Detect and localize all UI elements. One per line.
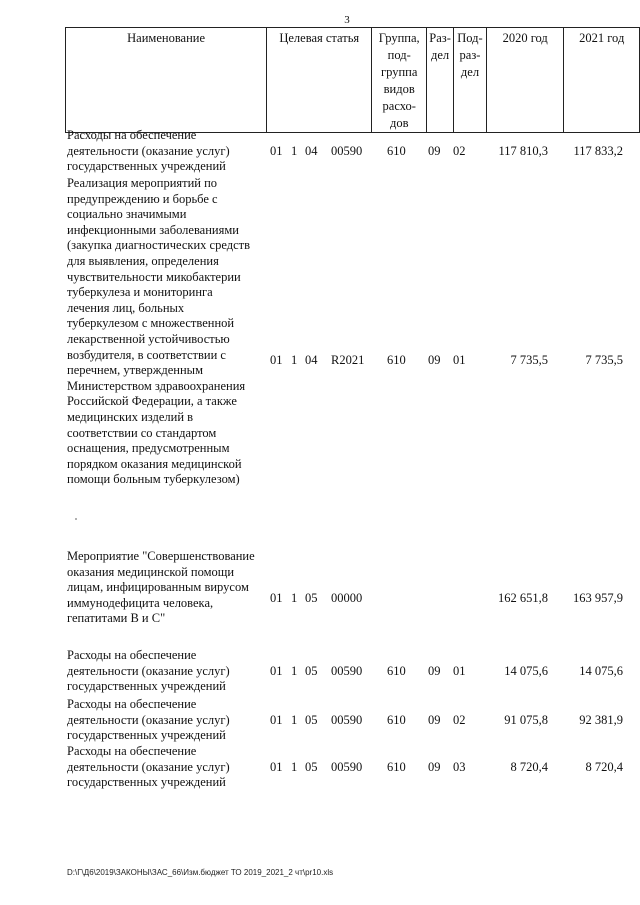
row-code-program: 01	[270, 760, 283, 774]
row-name-line: социально значимыми	[67, 207, 187, 222]
row-amount-2020: 117 810,3	[498, 144, 548, 158]
row-name-line: Реализация мероприятий по	[67, 176, 218, 190]
header-year-2020: 2020 год	[486, 28, 563, 133]
row-amount-2021: 8 720,4	[585, 760, 623, 774]
row-name-line: оказания медицинской помощи	[67, 564, 235, 579]
row-name	[67, 648, 277, 695]
row-section: 09	[428, 144, 441, 158]
header-group	[372, 28, 427, 133]
row-group: 610	[387, 713, 406, 727]
row-name-line: порядком оказания медицинской	[67, 456, 242, 471]
row-amount-2020: 162 651,8	[498, 591, 548, 605]
row-name-line: деятельности (оказание услуг)	[67, 663, 230, 678]
row-code-program: 01	[270, 353, 283, 367]
row-group: 610	[387, 353, 406, 367]
row-name-line: лицам, инфицированным вирусом	[67, 580, 249, 595]
table-header	[65, 27, 640, 133]
row-amount-2020: 14 075,6	[504, 664, 548, 678]
header-name: Наименование	[66, 28, 267, 133]
row-name-line: перечнем, утвержденным	[67, 363, 203, 378]
header-section-line: дел	[430, 48, 450, 62]
row-code-event: 04	[305, 144, 318, 158]
row-name-line: государственных учреждений	[67, 679, 226, 694]
row-amount-2020: 8 720,4	[510, 760, 548, 774]
row-name-line: оснащения, предусмотренным	[67, 441, 230, 456]
row-amount-2020: 7 735,5	[510, 353, 548, 367]
row-amount-2021: 7 735,5	[585, 353, 623, 367]
row-name-line: государственных учреждений	[67, 159, 226, 174]
row-name-line: Российской Федерации, а также	[67, 394, 237, 409]
header-year-2021: 2021 год	[564, 28, 640, 133]
row-name-line: для выявления, определения	[67, 253, 219, 268]
row-name-line: возбудителя, в соответствии с	[67, 347, 226, 362]
row-name	[67, 549, 277, 627]
row-amount-2021: 14 075,6	[579, 664, 623, 678]
row-code-subprogram: 1	[291, 713, 298, 727]
row-section: 09	[428, 353, 441, 367]
row-section: 09	[428, 760, 441, 774]
row-amount-2020: 91 075,8	[504, 713, 548, 727]
row-code-program: 01	[270, 664, 283, 678]
row-group: 610	[387, 760, 406, 774]
row-name-line: государственных учреждений	[67, 775, 226, 790]
header-group-line: группа	[381, 65, 418, 79]
row-code-subprogram: 1	[291, 144, 298, 158]
header-group-line: дов	[389, 116, 409, 130]
row-subsection: 01	[453, 664, 466, 678]
page-number: 3	[344, 14, 350, 26]
row-amount-2021: 92 381,9	[579, 713, 623, 727]
row-name-line: Министерством здравоохранения	[67, 378, 246, 393]
row-amount-2021: 163 957,9	[573, 591, 623, 605]
row-section: 09	[428, 713, 441, 727]
header-subsection	[454, 28, 487, 133]
header-group-line: Группа,	[378, 31, 420, 45]
row-subsection: 01	[453, 353, 466, 367]
row-name-line: чувствительности микобактерии	[67, 269, 241, 284]
row-name-line: гепатитами В и С"	[67, 611, 166, 626]
row-code-subprogram: 1	[291, 353, 298, 367]
row-code-program: 01	[270, 144, 283, 158]
header-subsection-line: дел	[460, 65, 480, 79]
row-name-line: медицинских изделий в	[67, 409, 194, 424]
row-subsection: 03	[453, 760, 466, 774]
row-name-line: Мероприятие "Совершенствование	[67, 549, 255, 563]
row-code-subprogram: 1	[291, 591, 298, 605]
scan-speck	[75, 518, 77, 520]
header-subsection-line: Под-	[457, 31, 483, 45]
row-name-line: туберкулеза и мониторинга	[67, 285, 213, 300]
row-code-program: 01	[270, 713, 283, 727]
row-code-event: 04	[305, 353, 318, 367]
header-section-line: Раз-	[429, 31, 451, 45]
row-code-direction: 00590	[331, 713, 363, 727]
row-amount-2021: 117 833,2	[573, 144, 623, 158]
row-code-event: 05	[305, 760, 318, 774]
row-name-line: деятельности (оказание услуг)	[67, 759, 230, 774]
row-code-direction: 00590	[331, 760, 363, 774]
row-subsection: 02	[453, 713, 466, 727]
row-name	[67, 128, 277, 175]
row-code-direction: 00000	[331, 591, 363, 605]
row-name-line: соответствии со стандартом	[67, 425, 217, 440]
header-subsection-line: раз-	[459, 48, 481, 62]
row-name-line: (закупка диагностических средств	[67, 238, 251, 253]
row-group: 610	[387, 144, 406, 158]
row-name	[67, 744, 277, 791]
header-group-line: под-	[387, 48, 411, 62]
row-name	[67, 697, 277, 744]
header-group-line: расхо-	[382, 99, 416, 113]
row-code-subprogram: 1	[291, 760, 298, 774]
row-name-line: Расходы на обеспечение	[67, 648, 197, 662]
row-section: 09	[428, 664, 441, 678]
row-name-line: иммунодефицита человека,	[67, 595, 214, 610]
row-name-line: Расходы на обеспечение	[67, 744, 197, 758]
header-group-line: видов	[383, 82, 415, 96]
row-name-line: лекарственной устойчивостью	[67, 331, 230, 346]
row-name-line: инфекционными заболеваниями	[67, 222, 239, 237]
row-code-direction: 00590	[331, 144, 363, 158]
row-name-line: деятельности (оказание услуг)	[67, 143, 230, 158]
row-subsection: 02	[453, 144, 466, 158]
row-code-event: 05	[305, 664, 318, 678]
row-name-line: государственных учреждений	[67, 728, 226, 743]
row-name-line: деятельности (оказание услуг)	[67, 712, 230, 727]
row-name-line: лечения лиц, больных	[67, 300, 185, 315]
row-name-line: помощи больным туберкулезом)	[67, 472, 240, 487]
row-code-program: 01	[270, 591, 283, 605]
row-name-line: туберкулезом с множественной	[67, 316, 235, 331]
file-path-footer: D:\Г\Д6\2019\ЗАКОНЫ\ЗАС_66\Изм.бюджет ТО 2019_2021_2 чт\pr10.xls	[67, 868, 334, 877]
row-name-line: Расходы на обеспечение	[67, 697, 197, 711]
header-target: Целевая статья	[267, 28, 372, 133]
row-code-direction: 00590	[331, 664, 363, 678]
row-code-event: 05	[305, 591, 318, 605]
row-code-event: 05	[305, 713, 318, 727]
row-name-line: Расходы на обеспечение	[67, 128, 197, 142]
row-name-line: предупреждению и борьбе с	[67, 191, 218, 206]
row-code-direction: R2021	[331, 353, 365, 367]
row-name	[67, 176, 277, 488]
row-code-subprogram: 1	[291, 664, 298, 678]
row-group: 610	[387, 664, 406, 678]
header-section	[427, 28, 454, 133]
